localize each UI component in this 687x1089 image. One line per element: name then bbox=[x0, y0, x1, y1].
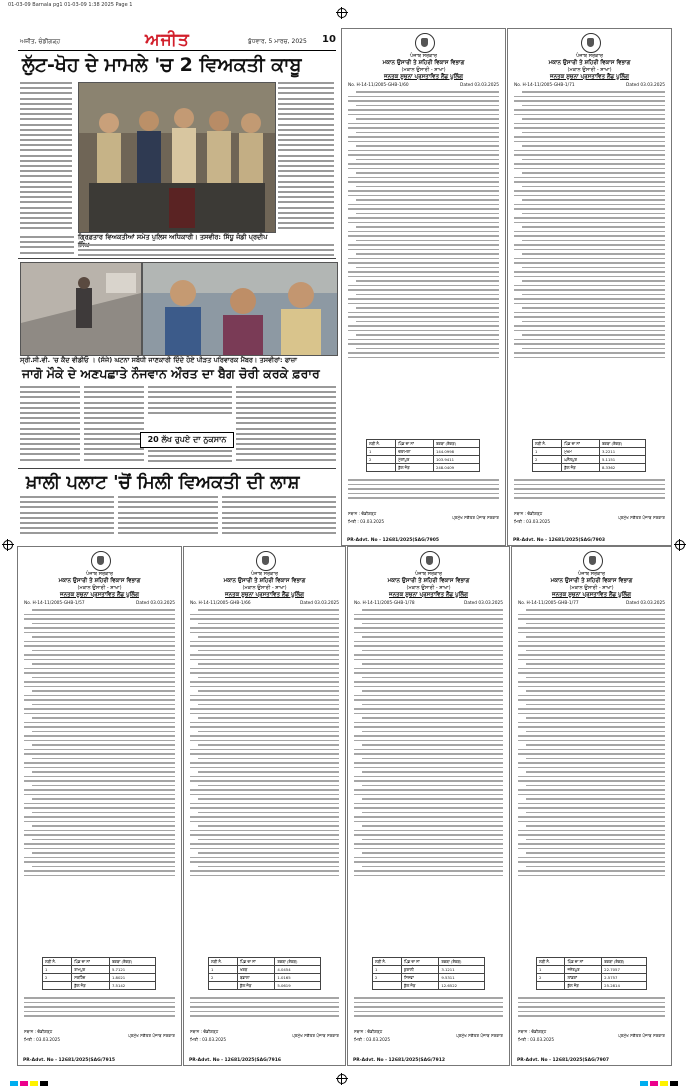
story2-body-col3b bbox=[148, 450, 232, 466]
story1-body-col1 bbox=[20, 82, 72, 232]
story3-body-col2 bbox=[118, 496, 218, 540]
public-notice-panel bbox=[511, 546, 672, 1066]
table-cell: ਮੁੱਲਾਂਪੁਰ bbox=[396, 456, 434, 464]
notice-place: ਸਥਾਨ : ਚੰਡੀਗੜ੍ਹ bbox=[190, 1029, 219, 1034]
notice-signer: ਪ੍ਰਮੁੱਖ ਸਕੱਤਰ ਪੰਜਾਬ ਸਰਕਾਰ bbox=[452, 515, 499, 520]
notice-table bbox=[536, 957, 647, 990]
notice-signer: ਪ੍ਰਮੁੱਖ ਸਕੱਤਰ ਪੰਜਾਬ ਸਰਕਾਰ bbox=[618, 1033, 665, 1038]
govt-emblem-icon bbox=[91, 551, 111, 571]
notice-closing bbox=[354, 997, 503, 1020]
notice-date: ਮਿਤੀ : 03.03.2025 bbox=[354, 1037, 391, 1042]
notice-pr-number: PR-Advt. No - 12681/2025(SAG/7916 bbox=[189, 1058, 282, 1063]
notice-dept: ਮਕਾਨ ਉਸਾਰੀ ਤੇ ਸ਼ਹਿਰੀ ਵਿਕਾਸ ਵਿਭਾਗ bbox=[387, 578, 470, 584]
notice-ref: No. H-14-11/2005-GHB-1/71 bbox=[514, 83, 575, 88]
notice-sub: (ਮਕਾਨ ਉਸਾਰੀ - ਸ਼ਾਖਾ) bbox=[567, 67, 612, 73]
notice-dated: Dated 03.03.2025 bbox=[136, 601, 175, 606]
notice-signer: ਪ੍ਰਮੁੱਖ ਸਕੱਤਰ ਪੰਜਾਬ ਸਰਕਾਰ bbox=[128, 1033, 175, 1038]
notice-sub: (ਮਕਾਨ ਉਸਾਰੀ - ਸ਼ਾਖਾ) bbox=[406, 585, 451, 591]
table-cell: 2 bbox=[373, 974, 402, 982]
edition-label: ਅਜੀਤ, ਚੰਡੀਗੜ੍ਹ bbox=[20, 38, 61, 45]
story3-body-col1 bbox=[20, 496, 114, 540]
notice-date: ਮਿਤੀ : 03.03.2025 bbox=[24, 1037, 61, 1042]
table-cell: ਸਰਹਿੰਦ bbox=[72, 974, 110, 982]
story1-photo-caption: ਗ੍ਰਿਫ਼ਤਾਰ ਵਿਅਕਤੀਆਂ ਸਮੇਤ ਪੁਲਿਸ ਅਧਿਕਾਰੀ। ਤਸਵੀਰ: ਸਿੱਧੂ ਜੰਡੀ ਪ੍ਰਦੀਪ bbox=[78, 233, 268, 241]
notice-pr-number: PR-Advt. No - 12681/2025(SAG/7907 bbox=[517, 1058, 610, 1063]
public-notice-panel bbox=[347, 546, 510, 1066]
story1-headline: ਲੁੱਟ-ਖੋਹ ਦੇ ਮਾਮਲੇ 'ਚ 2 ਵਿਅਕਤੀ ਕਾਬੂ bbox=[22, 54, 302, 76]
cmyk-swatch bbox=[30, 1081, 38, 1086]
table-total-label: ਕੁੱਲ ਜੋੜ bbox=[396, 464, 434, 472]
table-cell: 2 bbox=[43, 974, 72, 982]
notice-date: ਮਿਤੀ : 03.03.2025 bbox=[518, 1037, 555, 1042]
notice-pr-number: PR-Advt. No - 12681/2025(SAG/7905 bbox=[347, 538, 440, 543]
govt-emblem-icon bbox=[420, 551, 440, 571]
cmyk-swatch bbox=[20, 1081, 28, 1086]
notice-ref: No. H-14-11/2005-GHB-1/60 bbox=[348, 83, 409, 88]
story2-body-col2 bbox=[84, 386, 144, 464]
cmyk-swatch bbox=[670, 1081, 678, 1086]
notice-table bbox=[372, 957, 485, 990]
notice-body bbox=[514, 91, 665, 361]
family-photo bbox=[142, 262, 338, 356]
notice-sub: (ਮਕਾਨ ਉਸਾਰੀ - ਸ਼ਾਖਾ) bbox=[242, 585, 287, 591]
table-header: ਰਕਬਾ (ਏਕੜ) bbox=[109, 958, 155, 966]
notice-gov: ਪੰਜਾਬ ਸਰਕਾਰ bbox=[86, 571, 113, 577]
govt-emblem-icon bbox=[256, 551, 276, 571]
notice-place: ਸਥਾਨ : ਚੰਡੀਗੜ੍ਹ bbox=[354, 1029, 383, 1034]
story1-body-col1b bbox=[20, 236, 74, 254]
notice-dated: Dated 03.03.2025 bbox=[464, 601, 503, 606]
notice-dated: Dated 03.03.2025 bbox=[626, 601, 665, 606]
page-number: 10 bbox=[322, 34, 336, 45]
table-cell: 2 bbox=[533, 456, 562, 464]
print-slug: 01-03-09 Barnala pg1 01-03-09 1:38 2025 Page 1 bbox=[8, 2, 133, 8]
story1-body-col3 bbox=[278, 82, 334, 232]
table-total-label: ਕੁੱਲ ਜੋੜ bbox=[72, 982, 110, 990]
police-press-photo bbox=[78, 82, 276, 233]
public-notice-panel bbox=[17, 546, 182, 1066]
notice-pr-number: PR-Advt. No - 12681/2025(SAG/7915 bbox=[23, 1058, 116, 1063]
registration-mark-icon bbox=[675, 540, 685, 550]
table-cell: ਮੁਖਮ bbox=[562, 448, 600, 456]
notice-title: ਜਨਤਕ ਸੂਚਨਾ ਪ੍ਰਸਤਾਵਿਤ ਲੈਂਡ ਪੂਲਿੰਗ bbox=[60, 592, 139, 598]
table-cell: ਬਡਾਲਾ bbox=[237, 974, 274, 982]
notice-sub: (ਮਕਾਨ ਉਸਾਰੀ - ਸ਼ਾਖਾ) bbox=[77, 585, 122, 591]
table-cell: 9.5311 bbox=[439, 974, 485, 982]
notice-table bbox=[42, 957, 156, 990]
table-cell: 1 bbox=[537, 966, 565, 974]
notice-dated: Dated 03.03.2025 bbox=[626, 83, 665, 88]
story3-body-col3 bbox=[222, 496, 336, 540]
notice-dept: ਮਕਾਨ ਉਸਾਰੀ ਤੇ ਸ਼ਹਿਰੀ ਵਿਕਾਸ ਵਿਭਾਗ bbox=[548, 60, 631, 66]
table-cell: ਕੁਰਾਲੀ bbox=[401, 966, 438, 974]
table-total-value: 248.0409 bbox=[433, 464, 479, 472]
notice-ref: No. H-14-11/2005-GHB-1/57 bbox=[24, 601, 85, 606]
issue-date: ਬੁੱਧਵਾਰ, 5 ਮਾਰਚ, 2025 bbox=[248, 38, 307, 45]
story2-photo-caption: ਸ੍ਰੀ.ਸੀ.ਵੀ. 'ਚ ਕੈਦ ਵੀਡੀਓ । (ਸੱਜੇ) ਘਟਨਾ ਸਬੰਧੀ ਜਾਣਕਾਰੀ ਦਿੰਦੇ ਹੋਏ ਪੀੜਤ ਪਰਿਵਾਰਕ ਮੈਂਬਰ। ਤਸਵੀਰਾਂ: ਫਾਜ਼ਾ bbox=[20, 356, 298, 364]
notice-pr-number: PR-Advt. No - 12681/2025(SAG/7903 bbox=[513, 538, 606, 543]
table-total-value: 5.0619 bbox=[275, 982, 321, 990]
table-cell: 1 bbox=[43, 966, 72, 974]
table-cell: 3.1211 bbox=[439, 966, 485, 974]
notice-dept: ਮਕਾਨ ਉਸਾਰੀ ਤੇ ਸ਼ਹਿਰੀ ਵਿਕਾਸ ਵਿਭਾਗ bbox=[550, 578, 633, 584]
table-cell: 5.7121 bbox=[109, 966, 155, 974]
table-total-label: ਕੁੱਲ ਜੋੜ bbox=[562, 464, 600, 472]
table-cell: ਸਿਸਵਾਂ bbox=[401, 974, 438, 982]
notice-body bbox=[518, 609, 665, 879]
story1-body-tail bbox=[78, 244, 334, 256]
notice-gov: ਪੰਜਾਬ ਸਰਕਾਰ bbox=[415, 571, 442, 577]
notice-sub: (ਮਕਾਨ ਉਸਾਰੀ - ਸ਼ਾਖਾ) bbox=[569, 585, 614, 591]
cmyk-swatch bbox=[640, 1081, 648, 1086]
registration-mark-icon bbox=[337, 1074, 347, 1084]
cmyk-swatch bbox=[650, 1081, 658, 1086]
table-header: ਰਕਬਾ (ਏਕੜ) bbox=[599, 440, 645, 448]
table-total-label: ਕੁੱਲ ਜੋੜ bbox=[565, 982, 602, 990]
table-header: ਲੜੀ ਨੰ. bbox=[533, 440, 562, 448]
govt-emblem-icon bbox=[415, 33, 435, 53]
notice-signer: ਪ੍ਰਮੁੱਖ ਸਕੱਤਰ ਪੰਜਾਬ ਸਰਕਾਰ bbox=[292, 1033, 339, 1038]
table-header: ਪਿੰਡ ਦਾ ਨਾਂ bbox=[562, 440, 600, 448]
cctv-photo bbox=[20, 262, 142, 356]
notice-place: ਸਥਾਨ : ਚੰਡੀਗੜ੍ਹ bbox=[518, 1029, 547, 1034]
notice-gov: ਪੰਜਾਬ ਸਰਕਾਰ bbox=[251, 571, 278, 577]
table-cell: ਘਨੌਲਪੁਰ bbox=[562, 456, 600, 464]
notice-body bbox=[348, 91, 499, 361]
notice-gov: ਪੰਜਾਬ ਸਰਕਾਰ bbox=[410, 53, 437, 59]
registration-mark-icon bbox=[3, 540, 13, 550]
story2-headline: ਜਾਗੋ ਮੌਕੇ ਦੇ ਅਣਪਛਾਤੇ ਨੌਜਵਾਨ ਔਰਤ ਦਾ ਬੈਗ ਚੋਰੀ ਕਰਕੇ ਫ਼ਰਾਰ bbox=[22, 366, 320, 381]
table-header: ਲੜੀ ਨੰ. bbox=[537, 958, 565, 966]
notice-place: ਸਥਾਨ : ਚੰਡੀਗੜ੍ਹ bbox=[24, 1029, 53, 1034]
table-header: ਲੜੀ ਨੰ. bbox=[367, 440, 396, 448]
table-cell: 2 bbox=[367, 456, 396, 464]
table-header: ਪਿੰਡ ਦਾ ਨਾਂ bbox=[396, 440, 434, 448]
table-cell: 103.9411 bbox=[433, 456, 479, 464]
table-header: ਰਕਬਾ (ਏਕੜ) bbox=[275, 958, 321, 966]
notice-signer: ਪ੍ਰਮੁੱਖ ਸਕੱਤਰ ਪੰਜਾਬ ਸਰਕਾਰ bbox=[456, 1033, 503, 1038]
table-cell: 2 bbox=[537, 974, 565, 982]
notice-date: ਮਿਤੀ : 03.03.2025 bbox=[190, 1037, 227, 1042]
notice-closing bbox=[24, 997, 175, 1020]
notice-signer: ਪ੍ਰਮੁੱਖ ਸਕੱਤਰ ਪੰਜਾਬ ਸਰਕਾਰ bbox=[618, 515, 665, 520]
notice-place: ਸਥਾਨ : ਚੰਡੀਗੜ੍ਹ bbox=[348, 511, 377, 516]
table-cell: ਖਰੜ bbox=[237, 966, 274, 974]
notice-title: ਜਨਤਕ ਸੂਚਨਾ ਪ੍ਰਸਤਾਵਿਤ ਲੈਂਡ ਪੂਲਿੰਗ bbox=[389, 592, 468, 598]
cmyk-swatch bbox=[660, 1081, 668, 1086]
notice-table bbox=[366, 439, 480, 472]
notice-date: ਮਿਤੀ : 03.03.2025 bbox=[348, 519, 385, 524]
table-cell: 2 bbox=[209, 974, 238, 982]
public-notice-panel bbox=[507, 28, 672, 546]
notice-closing bbox=[348, 479, 499, 502]
notice-table bbox=[532, 439, 646, 472]
table-cell: 1 bbox=[367, 448, 396, 456]
notice-date: ਮਿਤੀ : 03.03.2025 bbox=[514, 519, 551, 524]
table-total-label: ਕੁੱਲ ਜੋੜ bbox=[237, 982, 274, 990]
notice-title: ਜਨਤਕ ਸੂਚਨਾ ਪ੍ਰਸਤਾਵਿਤ ਲੈਂਡ ਪੂਲਿੰਗ bbox=[225, 592, 304, 598]
notice-pr-number: PR-Advt. No - 12681/2025(SAG/7912 bbox=[353, 1058, 446, 1063]
notice-gov: ਪੰਜਾਬ ਸਰਕਾਰ bbox=[576, 53, 603, 59]
table-cell: 22.7057 bbox=[602, 966, 647, 974]
table-cell: 1 bbox=[209, 966, 238, 974]
notice-closing bbox=[514, 479, 665, 502]
public-notice-panel bbox=[341, 28, 506, 546]
table-cell: 3.2211 bbox=[599, 448, 645, 456]
story2-body-col1 bbox=[20, 386, 80, 464]
story3-headline: ਖ਼ਾਲੀ ਪਲਾਟ 'ਚੋਂ ਮਿਲੀ ਵਿਅਕਤੀ ਦੀ ਲਾਸ਼ bbox=[26, 472, 300, 493]
notice-body bbox=[354, 609, 503, 879]
table-total-label: ਕੁੱਲ ਜੋੜ bbox=[401, 982, 438, 990]
notice-ref: No. H-14-11/2005-GHB-1/66 bbox=[190, 601, 251, 606]
table-cell: 144.0998 bbox=[433, 448, 479, 456]
notice-sub: (ਮਕਾਨ ਉਸਾਰੀ - ਸ਼ਾਖਾ) bbox=[401, 67, 446, 73]
notice-title: ਜਨਤਕ ਸੂਚਨਾ ਪ੍ਰਸਤਾਵਿਤ ਲੈਂਡ ਪੂਲਿੰਗ bbox=[552, 592, 631, 598]
notice-dated: Dated 03.03.2025 bbox=[460, 83, 499, 88]
newspaper-brand: ਅਜੀਤ bbox=[145, 30, 190, 50]
notice-dept: ਮਕਾਨ ਉਸਾਰੀ ਤੇ ਸ਼ਹਿਰੀ ਵਿਕਾਸ ਵਿਭਾਗ bbox=[382, 60, 465, 66]
table-header: ਲੜੀ ਨੰ. bbox=[373, 958, 402, 966]
table-cell: 4.0454 bbox=[275, 966, 321, 974]
divider bbox=[18, 468, 336, 469]
table-cell: ਜਨੇਤਪੁਰ bbox=[565, 966, 602, 974]
loss-amount-box: 20 ਲੱਖ ਰੁਪਏ ਦਾ ਨੁਕਸਾਨ bbox=[140, 432, 234, 448]
table-cell: ਰਾਮਪੁਰ bbox=[72, 966, 110, 974]
table-header: ਰਕਬਾ (ਏਕੜ) bbox=[602, 958, 647, 966]
table-header: ਪਿੰਡ ਦਾ ਨਾਂ bbox=[72, 958, 110, 966]
govt-emblem-icon bbox=[581, 33, 601, 53]
table-cell: 1 bbox=[373, 966, 402, 974]
table-cell: 1.8021 bbox=[109, 974, 155, 982]
story2-body-col4 bbox=[236, 386, 336, 464]
notice-gov: ਪੰਜਾਬ ਸਰਕਾਰ bbox=[578, 571, 605, 577]
registration-mark-icon bbox=[337, 8, 347, 18]
table-header: ਲੜੀ ਨੰ. bbox=[209, 958, 238, 966]
notice-title: ਜਨਤਕ ਸੂਚਨਾ ਪ੍ਰਸਤਾਵਿਤ ਲੈਂਡ ਪੂਲਿੰਗ bbox=[550, 74, 629, 80]
notice-body bbox=[24, 609, 175, 879]
masthead-rule bbox=[18, 50, 336, 51]
table-cell: ਚਤਾਮਲਾ bbox=[396, 448, 434, 456]
cmyk-swatch bbox=[10, 1081, 18, 1086]
table-header: ਪਿੰਡ ਦਾ ਨਾਂ bbox=[401, 958, 438, 966]
notice-ref: No. H-14-11/2005-GHB-1/78 bbox=[354, 601, 415, 606]
notice-table bbox=[208, 957, 321, 990]
table-cell: 1 bbox=[533, 448, 562, 456]
table-total-value: 25.2814 bbox=[602, 982, 647, 990]
table-total-value: 7.5142 bbox=[109, 982, 155, 990]
govt-emblem-icon bbox=[583, 551, 603, 571]
table-total-value: 12.6522 bbox=[439, 982, 485, 990]
table-cell: 2.5757 bbox=[602, 974, 647, 982]
divider bbox=[18, 258, 336, 259]
table-cell: ਲਾਂਡਰਾਂ bbox=[565, 974, 602, 982]
notice-body bbox=[190, 609, 339, 879]
cmyk-swatch bbox=[40, 1081, 48, 1086]
table-header: ਪਿੰਡ ਦਾ ਨਾਂ bbox=[237, 958, 274, 966]
notice-dept: ਮਕਾਨ ਉਸਾਰੀ ਤੇ ਸ਼ਹਿਰੀ ਵਿਕਾਸ ਵਿਭਾਗ bbox=[58, 578, 141, 584]
notice-closing bbox=[518, 997, 665, 1020]
table-header: ਪਿੰਡ ਦਾ ਨਾਂ bbox=[565, 958, 602, 966]
table-header: ਰਕਬਾ (ਏਕੜ) bbox=[433, 440, 479, 448]
notice-place: ਸਥਾਨ : ਚੰਡੀਗੜ੍ਹ bbox=[514, 511, 543, 516]
notice-title: ਜਨਤਕ ਸੂਚਨਾ ਪ੍ਰਸਤਾਵਿਤ ਲੈਂਡ ਪੂਲਿੰਗ bbox=[384, 74, 463, 80]
table-total-value: 8.3362 bbox=[599, 464, 645, 472]
notice-dept: ਮਕਾਨ ਉਸਾਰੀ ਤੇ ਸ਼ਹਿਰੀ ਵਿਕਾਸ ਵਿਭਾਗ bbox=[223, 578, 306, 584]
notice-ref: No. H-14-11/2005-GHB-1/77 bbox=[518, 601, 579, 606]
table-header: ਲੜੀ ਨੰ. bbox=[43, 958, 72, 966]
table-header: ਰਕਬਾ (ਏਕੜ) bbox=[439, 958, 485, 966]
story2-body-col3 bbox=[148, 386, 232, 416]
public-notice-panel bbox=[183, 546, 346, 1066]
notice-closing bbox=[190, 997, 339, 1020]
table-cell: 1.0165 bbox=[275, 974, 321, 982]
table-cell: 5.1151 bbox=[599, 456, 645, 464]
notice-dated: Dated 03.03.2025 bbox=[300, 601, 339, 606]
